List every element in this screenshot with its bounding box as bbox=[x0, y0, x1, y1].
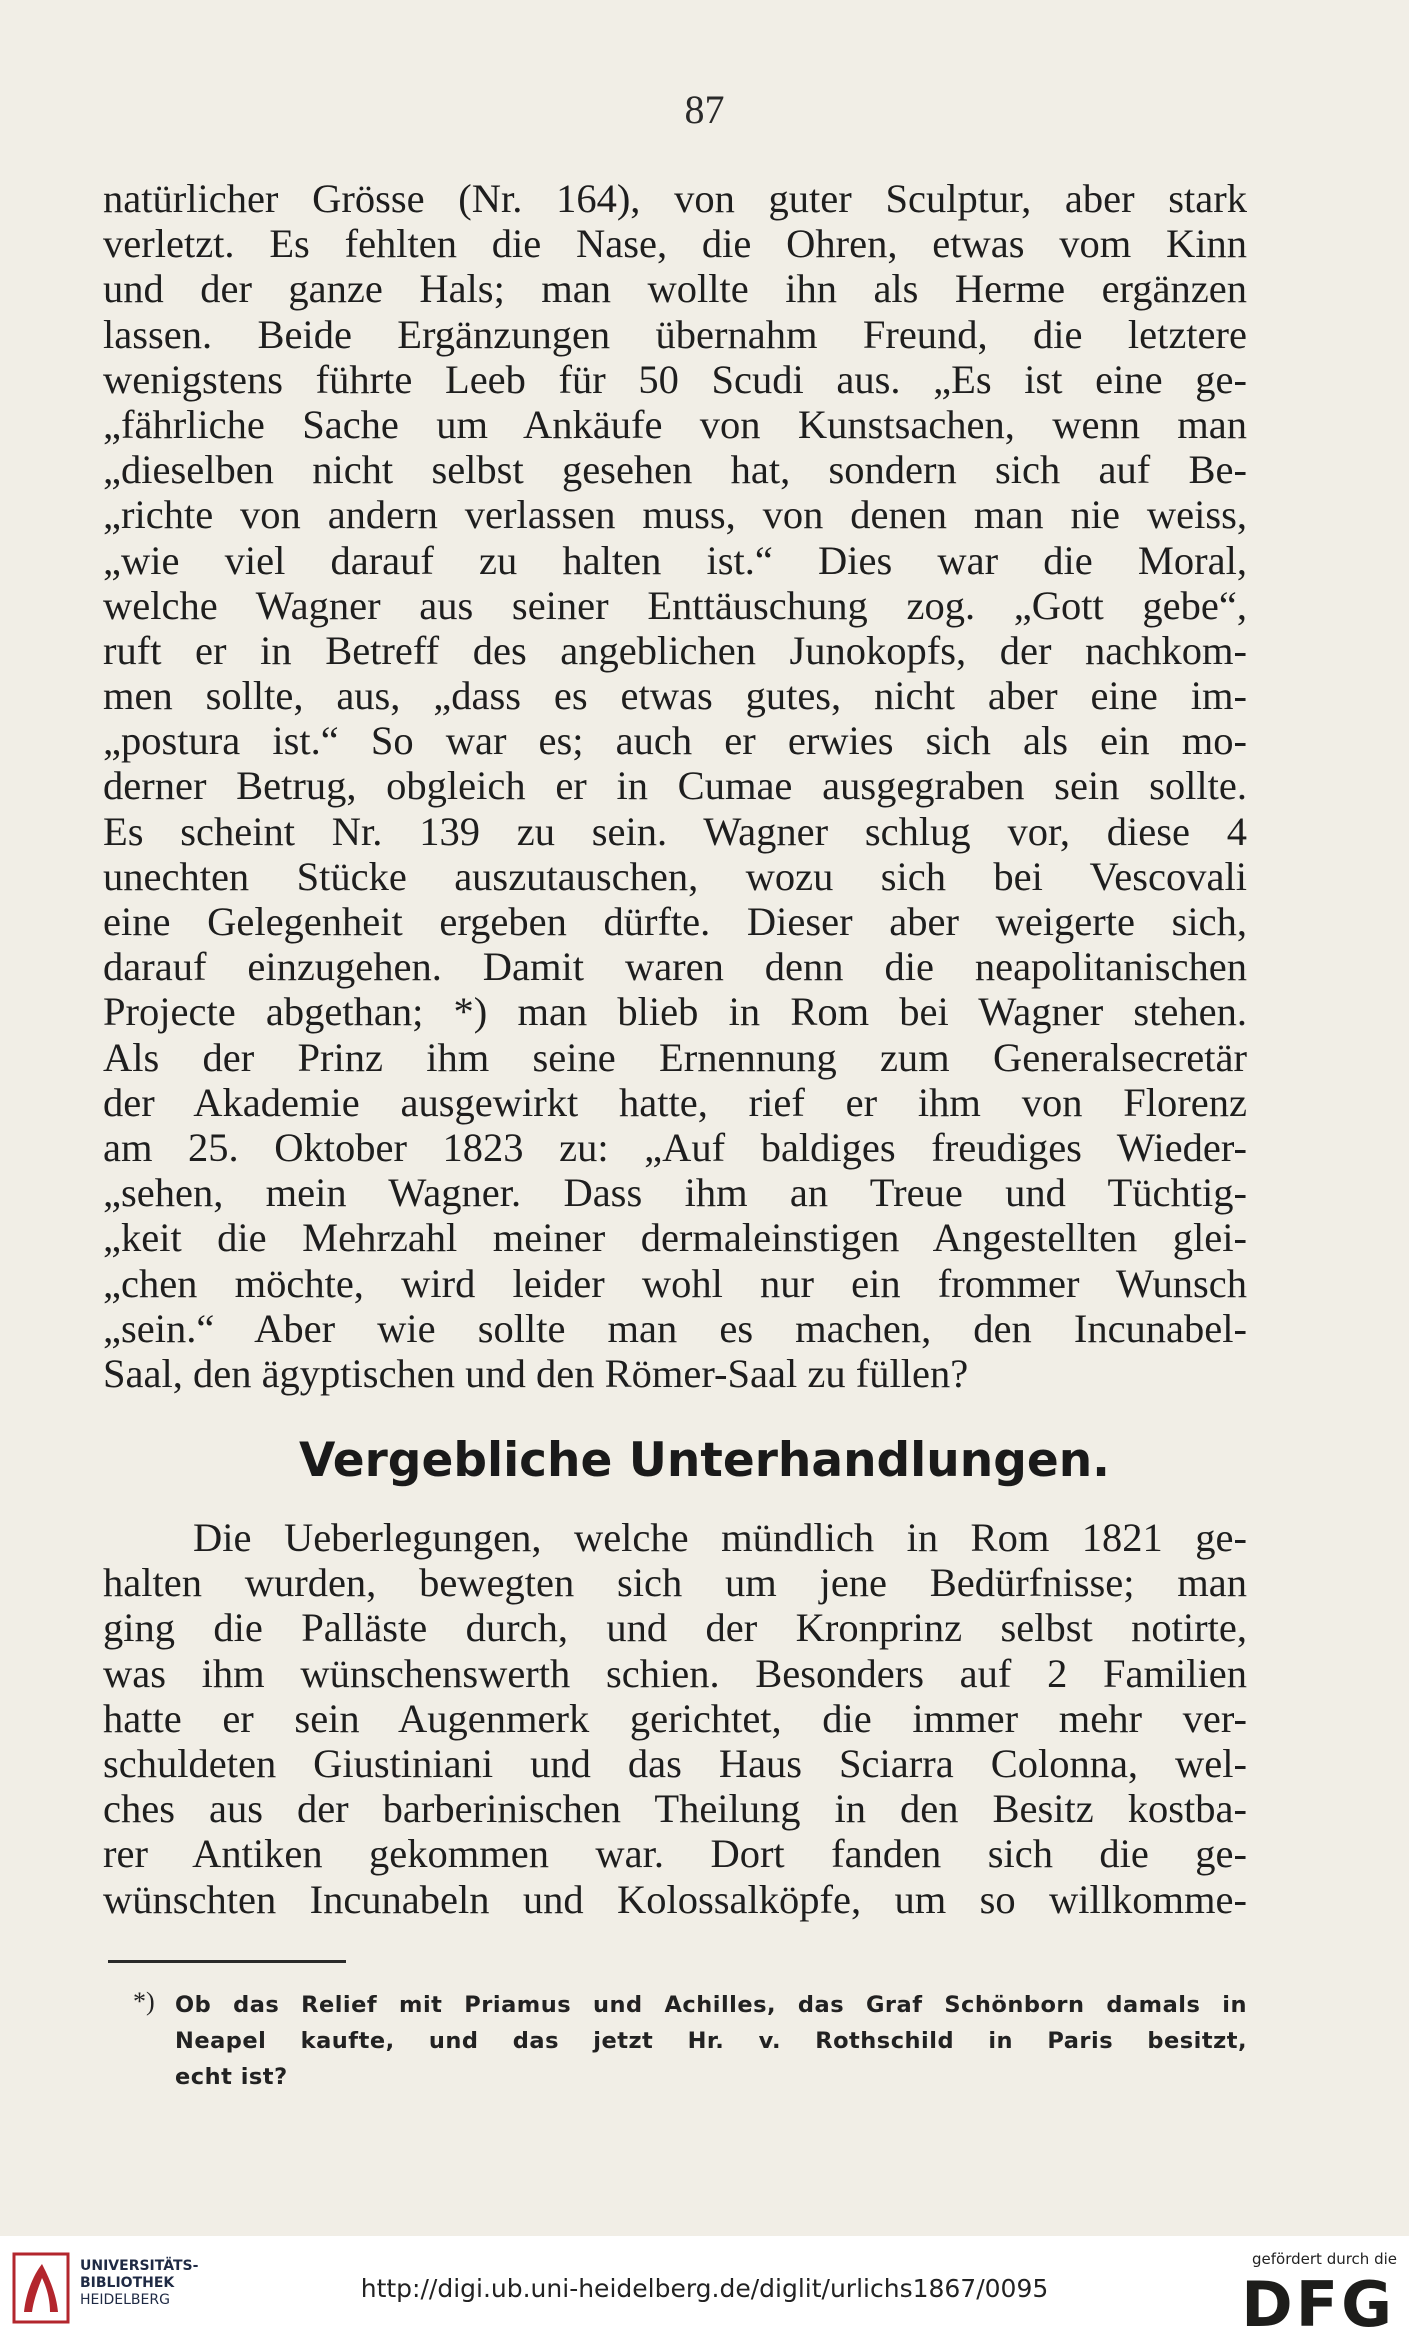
text-line: was ihm wünschenswerth schien. Besonders auf 2 Familien bbox=[103, 1650, 1247, 1696]
text-line: men sollte, aus, „dass es etwas gutes, nicht aber eine im- bbox=[103, 673, 1247, 719]
library-line: HEIDELBERG bbox=[80, 2292, 170, 2308]
text-line: derner Betrug, obgleich er in Cumae ausgegraben sein sollte. bbox=[103, 763, 1247, 809]
text-line: Es scheint Nr. 139 zu sein. Wagner schlug vor, diese 4 bbox=[103, 808, 1247, 854]
text-line: schuldeten Giustiniani und das Haus Sciarra Colonna, wel- bbox=[103, 1740, 1247, 1786]
footnote-marker: *) bbox=[133, 1987, 155, 2016]
text-line: lassen. Beide Ergänzungen übernahm Freund, die letztere bbox=[103, 311, 1247, 357]
text-line: halten wurden, bewegten sich um jene Bedürfnisse; man bbox=[103, 1560, 1247, 1606]
text-line: eine Gelegenheit ergeben dürfte. Dieser aber weigerte sich, bbox=[103, 899, 1247, 944]
text-line: und der ganze Hals; man wollte ihn als Herme ergänzen bbox=[103, 266, 1247, 312]
section-heading: Vergebliche Unterhandlungen. bbox=[298, 1433, 1111, 1488]
text-line: verletzt. Es fehlten die Nase, die Ohren, etwas vom Kinn bbox=[103, 221, 1247, 267]
footnote-line: Neapel kaufte, und das jetzt Hr. v. Rothschild in Paris besitzt, bbox=[175, 2028, 1247, 2054]
footnote-rule bbox=[108, 1960, 346, 1963]
paragraph-continued bbox=[103, 176, 1247, 1396]
text-line: hatte er sein Augenmerk gerichtet, die immer mehr ver- bbox=[103, 1695, 1247, 1741]
funding-note: gefördert durch die bbox=[1252, 2250, 1397, 2268]
footnote bbox=[133, 1987, 1247, 2095]
library-line: UNIVERSITÄTS- bbox=[80, 2258, 199, 2274]
text-line: natürlicher Grösse (Nr. 164), von guter Sculptur, aber stark bbox=[103, 176, 1247, 221]
footnote-line: Ob das Relief mit Priamus und Achilles, das Graf Schönborn damals in bbox=[175, 1992, 1247, 2018]
text-line: „sein.“ Aber wie sollte man es machen, den Incunabel- bbox=[103, 1305, 1247, 1351]
paragraph-unterhandlungen bbox=[103, 1515, 1247, 1922]
text-line: „fährliche Sache um Ankäufe von Kunstsachen, wenn man bbox=[103, 401, 1247, 447]
text-line: ging die Palläste durch, und der Kronprinz selbst notirte, bbox=[103, 1605, 1247, 1651]
library-line: BIBLIOTHEK bbox=[80, 2275, 175, 2291]
dfg-logo: DFG bbox=[1241, 2268, 1395, 2341]
text-line: „wie viel darauf zu halten ist.“ Dies war die Moral, bbox=[103, 537, 1247, 583]
text-line: „sehen, mein Wagner. Dass ihm an Treue und Tüchtig- bbox=[103, 1170, 1247, 1216]
text-line: Als der Prinz ihm seine Ernennung zum Generalsecretär bbox=[103, 1034, 1247, 1080]
text-line: „richte von andern verlassen muss, von denen man nie weiss, bbox=[103, 492, 1247, 538]
text-line: darauf einzugehen. Damit waren denn die neapolitanischen bbox=[103, 944, 1247, 990]
text-line: welche Wagner aus seiner Enttäuschung zog. „Gott gebe“, bbox=[103, 582, 1247, 628]
text-line: „postura ist.“ So war es; auch er erwies sich als ein mo- bbox=[103, 718, 1247, 764]
text-line: „keit die Mehrzahl meiner dermaleinstigen Angestellten glei- bbox=[103, 1215, 1247, 1261]
text-line: „chen möchte, wird leider wohl nur ein frommer Wunsch bbox=[103, 1260, 1247, 1306]
text-line: Die Ueberlegungen, welche mündlich in Rom 1821 ge- bbox=[193, 1515, 1247, 1560]
text-line: der Akademie ausgewirkt hatte, rief er ihm von Florenz bbox=[103, 1079, 1247, 1125]
text-line: wünschten Incunabeln und Kolossalköpfe, um so willkomme- bbox=[103, 1876, 1247, 1922]
text-line: ruft er in Betreff des angeblichen Junokopfs, der nachkom- bbox=[103, 627, 1247, 673]
text-line: wenigstens führte Leeb für 50 Scudi aus. „Es ist eine ge- bbox=[103, 356, 1247, 402]
text-line: Projecte abgethan; *) man blieb in Rom bei Wagner stehen. bbox=[103, 989, 1247, 1035]
text-line: Saal, den ägyptischen und den Römer-Saal zu füllen? bbox=[103, 1350, 969, 1396]
text-line: ches aus der barberinischen Theilung in den Besitz kostba- bbox=[103, 1786, 1247, 1832]
page-number: 87 bbox=[684, 87, 725, 132]
permalink-url[interactable]: http://digi.ub.uni-heidelberg.de/diglit/urlichs1867/0095 bbox=[360, 2274, 1049, 2303]
text-line: „dieselben nicht selbst gesehen hat, sondern sich auf Be- bbox=[103, 447, 1247, 493]
footnote-line: echt ist? bbox=[175, 2064, 288, 2090]
text-line: unechten Stücke auszutauschen, wozu sich bei Vescovali bbox=[103, 853, 1247, 899]
text-line: am 25. Oktober 1823 zu: „Auf baldiges freudiges Wieder- bbox=[103, 1124, 1247, 1170]
text-line: rer Antiken gekommen war. Dort fanden sich die ge- bbox=[103, 1831, 1247, 1877]
viewer-footer bbox=[0, 2236, 1409, 2342]
